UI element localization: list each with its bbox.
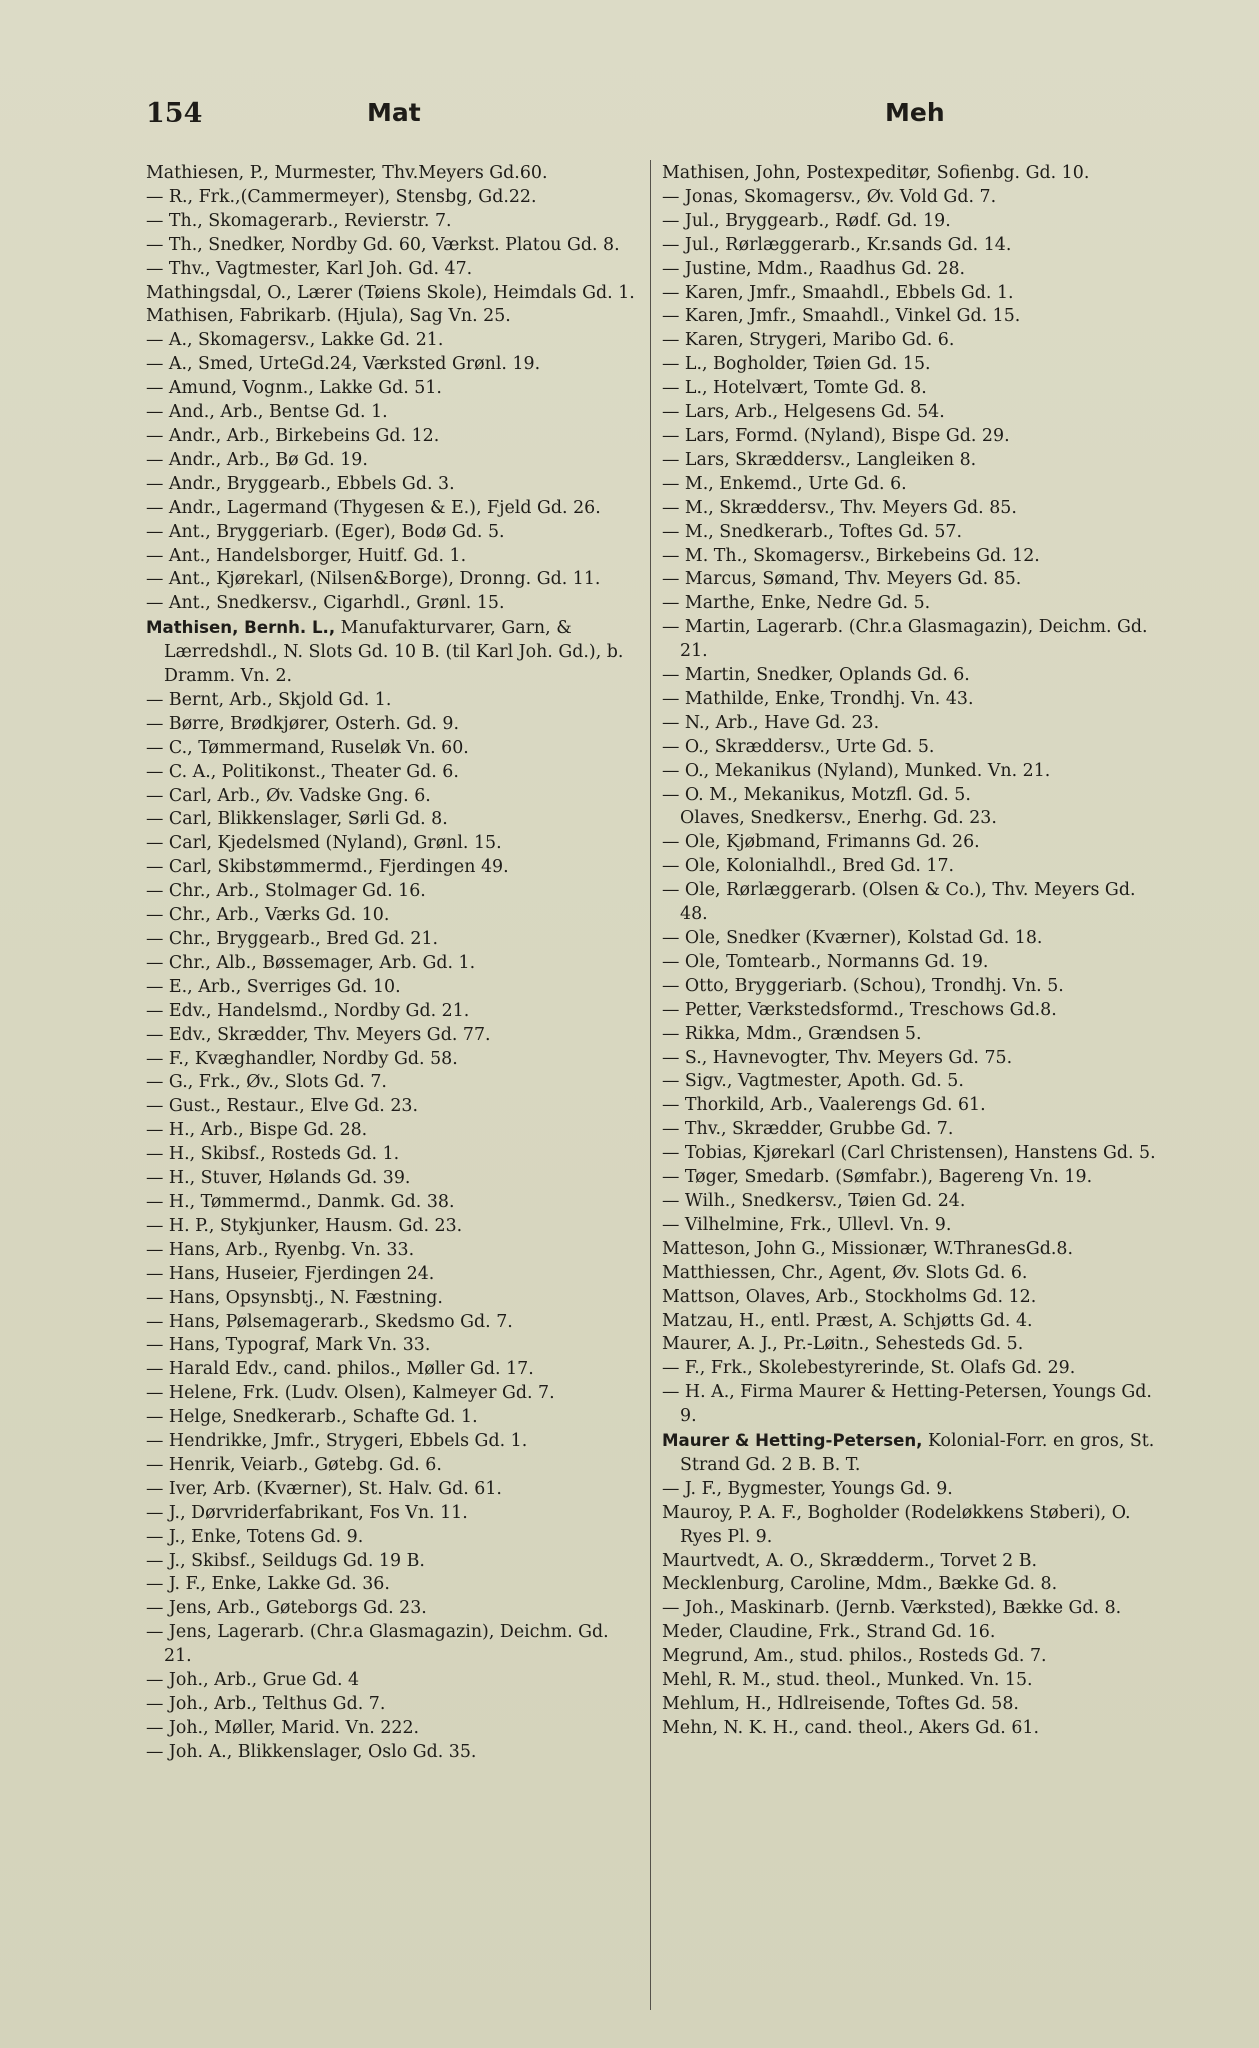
directory-entry: — Jonas, Skomagersv., Øv. Vold Gd. 7. (662, 186, 997, 207)
directory-entry: — Hans, Arb., Ryenbg. Vn. 33. (146, 1239, 415, 1260)
directory-entry: — Joh., Maskinarb. (Jernb. Værksted), Bække Gd. 8. (662, 1598, 1122, 1619)
directory-entry: — Otto, Bryggeriarb. (Schou), Trondhj. Vn. 5. (662, 975, 1064, 996)
directory-entry: — Carl, Skibstømmermd., Fjerdingen 49. (146, 857, 509, 878)
page-number: 154 (146, 98, 203, 129)
directory-entry: — H., Stuver, Hølands Gd. 39. (146, 1168, 411, 1189)
directory-entry: — Chr., Alb., Bøssemager, Arb. Gd. 1. (146, 952, 476, 973)
directory-entry: — Ole, Kolonialhdl., Bred Gd. 17. (662, 856, 955, 877)
directory-entry: — Justine, Mdm., Raadhus Gd. 28. (662, 258, 966, 279)
entry-details: Kolonial-Forr. en gros, St. Strand Gd. 2 B. B. T. (680, 1431, 1155, 1475)
directory-entry: — Thv., Vagtmester, Karl Joh. Gd. 47. (146, 258, 473, 279)
directory-entry: — Joh., Arb., Grue Gd. 4 (146, 1670, 360, 1691)
directory-entry: Matthiessen, Chr., Agent, Øv. Slots Gd. 6. (662, 1262, 1028, 1283)
directory-entry: — Chr., Arb., Værks Gd. 10. (146, 905, 390, 926)
firm-name: Maurer & Hetting-Petersen, (662, 1431, 923, 1451)
directory-entry: — Karen, Strygeri, Maribo Gd. 6. (662, 330, 955, 351)
directory-entry: — H., Arb., Bispe Gd. 28. (146, 1120, 368, 1141)
directory-entry: — C., Tømmermand, Ruseløk Vn. 60. (146, 737, 469, 758)
directory-entry: — Thv., Skrædder, Grubbe Gd. 7. (662, 1119, 954, 1140)
column-divider (650, 160, 651, 2010)
directory-entry: — H., Skibsf., Rosteds Gd. 1. (146, 1144, 400, 1165)
directory-entry: — Th., Skomagerarb., Revierstr. 7. (146, 210, 452, 231)
directory-entry: — Henrik, Veiarb., Gøtebg. Gd. 6. (146, 1454, 442, 1475)
directory-entry: — Edv., Handelsmd., Nordby Gd. 21. (146, 1000, 470, 1021)
directory-entry: — Chr., Arb., Stolmager Gd. 16. (146, 881, 426, 902)
directory-entry: — Ant., Bryggeriarb. (Eger), Bodø Gd. 5. (146, 521, 505, 542)
directory-entry: Mehl, R. M., stud. theol., Munked. Vn. 15. (662, 1670, 1033, 1691)
directory-entry (662, 1429, 1164, 1478)
directory-entry: — Andr., Arb., Bø Gd. 19. (146, 449, 368, 470)
directory-entry: — H., Tømmermd., Danmk. Gd. 38. (146, 1191, 455, 1212)
directory-entry: — L., Bogholder, Tøien Gd. 15. (662, 354, 931, 375)
directory-entry: — Lars, Formd. (Nyland), Bispe Gd. 29. (662, 425, 1010, 446)
directory-entry: — Karen, Jmfr., Smaahdl., Ebbels Gd. 1. (662, 282, 1014, 303)
entry-details: Manufakturvarer, Garn, & Lærredshdl., N. Slots Gd. 10 B. (til Karl Joh. Gd.), b. Dramm. Vn. 2. (164, 618, 624, 687)
directory-entry: Matteson, John G., Missionær, W.ThranesGd.8. (662, 1238, 1073, 1259)
directory-entry: — J., Enke, Totens Gd. 9. (146, 1526, 364, 1547)
directory-entry: — S., Havnevogter, Thv. Meyers Gd. 75. (662, 1047, 1013, 1068)
directory-entry: — And., Arb., Bentse Gd. 1. (146, 402, 388, 423)
directory-entry: — Ant., Handelsborger, Huitf. Gd. 1. (146, 545, 467, 566)
directory-entry: — O., Mekanikus (Nyland), Munked. Vn. 21. (662, 760, 1051, 781)
right-running-head: Meh (885, 98, 945, 127)
directory-entry: Mauroy, P. A. F., Bogholder (Rodeløkkens Støberi), O. Ryes Pl. 9. (662, 1502, 1131, 1547)
directory-entry: Mathiesen, P., Murmester, Thv.Meyers Gd.60. (146, 163, 548, 183)
directory-entry: — Helge, Snedkerarb., Schafte Gd. 1. (146, 1407, 478, 1428)
directory-entry: Mathisen, Fabrikarb. (Hjula), Sag Vn. 25. (146, 306, 511, 327)
directory-entry: — Ant., Snedkersv., Cigarhdl., Grønl. 15. (146, 593, 505, 614)
directory-entry: — Edv., Skrædder, Thv. Meyers Gd. 77. (146, 1024, 491, 1045)
directory-entry: — G., Frk., Øv., Slots Gd. 7. (146, 1072, 387, 1093)
directory-entry: — A., Smed, UrteGd.24, Værksted Grønl. 19. (146, 354, 541, 375)
directory-entry: — Helene, Frk. (Ludv. Olsen), Kalmeyer Gd. 7. (146, 1383, 555, 1404)
directory-entry: — E., Arb., Sverriges Gd. 10. (146, 976, 401, 997)
left-running-head: Mat (367, 98, 421, 127)
directory-entry: — M. Th., Skomagersv., Birkebeins Gd. 12. (662, 545, 1040, 566)
directory-entry: — Vilhelmine, Frk., Ullevl. Vn. 9. (662, 1214, 952, 1235)
directory-entry: — Harald Edv., cand. philos., Møller Gd. 17. (146, 1359, 534, 1380)
directory-entry: Maurer, A. J., Pr.-Løitn., Sehesteds Gd. 5. (662, 1334, 1024, 1355)
directory-entry: — Joh., Arb., Telthus Gd. 7. (146, 1694, 386, 1714)
directory-entry: — Lars, Skræddersv., Langleiken 8. (662, 449, 977, 470)
directory-entry: — H. A., Firma Maurer & Hetting-Petersen, Youngs Gd. 9. (662, 1382, 1152, 1427)
directory-entry: — Joh. A., Blikkenslager, Oslo Gd. 35. (146, 1741, 477, 1762)
directory-entry: — Bernt, Arb., Skjold Gd. 1. (146, 689, 392, 710)
directory-entry: — O. M., Mekanikus, Motzfl. Gd. 5. (662, 784, 971, 805)
directory-entry: — Jul., Rørlæggerarb., Kr.sands Gd. 14. (662, 234, 1012, 255)
directory-entry: — A., Skomagersv., Lakke Gd. 21. (146, 330, 444, 351)
directory-entry: — Ole, Tomtearb., Normanns Gd. 19. (662, 951, 989, 972)
directory-entry: — Børre, Brødkjører, Osterh. Gd. 9. (146, 713, 460, 734)
directory-entry: Mattson, Olaves, Arb., Stockholms Gd. 12. (662, 1286, 1037, 1307)
directory-entry: Mehn, N. K. H., cand. theol., Akers Gd. 61. (662, 1717, 1039, 1738)
directory-entry: — Tobias, Kjørekarl (Carl Christensen), Hanstens Gd. 5. (662, 1143, 1156, 1164)
directory-entry: — Andr., Lagermand (Thygesen & E.), Fjeld Gd. 26. (146, 497, 601, 518)
directory-entry: — Hans, Huseier, Fjerdingen 24. (146, 1263, 435, 1284)
firm-name: Mathisen, Bernh. L., (146, 618, 336, 638)
directory-entry: — Petter, Værkstedsformd., Treschows Gd.8. (662, 999, 1057, 1020)
directory-entry: — Lars, Arb., Helgesens Gd. 54. (662, 402, 945, 423)
directory-entry: — Andr., Bryggearb., Ebbels Gd. 3. (146, 473, 455, 494)
directory-entry: — Ole, Rørlæggerarb. (Olsen & Co.), Thv. Meyers Gd. 48. (662, 880, 1136, 925)
directory-entry: — O., Skræddersv., Urte Gd. 5. (662, 736, 935, 757)
directory-entry: — L., Hotelvært, Tomte Gd. 8. (662, 378, 927, 399)
directory-entry: — R., Frk.,(Cammermeyer), Stensbg, Gd.22. (146, 186, 537, 207)
directory-entry: — Thorkild, Arb., Vaalerengs Gd. 61. (662, 1095, 986, 1116)
directory-entry: — Hans, Opsynsbtj., N. Fæstning. (146, 1287, 443, 1308)
directory-entry: — F., Frk., Skolebestyrerinde, St. Olafs Gd. 29. (662, 1358, 1076, 1379)
directory-entry: — Martin, Snedker, Oplands Gd. 6. (662, 665, 970, 686)
directory-entry: — Th., Snedker, Nordby Gd. 60, Værkst. Platou Gd. 8. (146, 234, 620, 255)
directory-entry: — F., Kvæghandler, Nordby Gd. 58. (146, 1048, 458, 1069)
directory-entry: — Martin, Lagerarb. (Chr.a Glasmagazin), Deichm. Gd. 21. (662, 617, 1148, 662)
directory-entry: Mehlum, H., Hdlreisende, Toftes Gd. 58. (662, 1694, 1019, 1714)
directory-entry: — Carl, Arb., Øv. Vadske Gng. 6. (146, 785, 431, 806)
directory-entry: — Carl, Kjedelsmed (Nyland), Grønl. 15. (146, 833, 502, 854)
directory-entry: — J., Dørvriderfabrikant, Fos Vn. 11. (146, 1502, 468, 1523)
directory-entry: — M., Skræddersv., Thv. Meyers Gd. 85. (662, 497, 1017, 518)
directory-entry: — Amund, Vognm., Lakke Gd. 51. (146, 378, 442, 399)
directory-entry: — Hans, Pølsemagerarb., Skedsmo Gd. 7. (146, 1311, 513, 1332)
directory-entry: — Karen, Jmfr., Smaahdl., Vinkel Gd. 15. (662, 306, 1021, 327)
directory-entry: Mathisen, John, Postexpeditør, Sofienbg. Gd. 10. (662, 163, 1090, 183)
directory-entry: — Ole, Snedker (Kværner), Kolstad Gd. 18. (662, 928, 1043, 948)
directory-entry: — N., Arb., Have Gd. 23. (662, 712, 880, 733)
directory-entry: — Carl, Blikkenslager, Sørli Gd. 8. (146, 809, 448, 830)
directory-entry: — Marthe, Enke, Nedre Gd. 5. (662, 593, 931, 614)
directory-entry: — Joh., Møller, Marid. Vn. 222. (146, 1717, 420, 1738)
directory-entry: — Tøger, Smedarb. (Sømfabr.), Bagereng Vn. 19. (662, 1167, 1093, 1188)
directory-entry: Matzau, H., entl. Præst, A. Schjøtts Gd. 4. (662, 1310, 1033, 1331)
directory-entry: — J. F., Enke, Lakke Gd. 36. (146, 1574, 390, 1595)
directory-entry: — Gust., Restaur., Elve Gd. 23. (146, 1096, 418, 1117)
directory-entry: Megrund, Am., stud. philos., Rosteds Gd. 7. (662, 1646, 1047, 1667)
directory-entry: — C. A., Politikonst., Theater Gd. 6. (146, 761, 459, 782)
directory-entry: — Iver, Arb. (Kværner), St. Halv. Gd. 61. (146, 1478, 502, 1499)
directory-entry: — Hans, Typograf, Mark Vn. 33. (146, 1335, 431, 1356)
directory-entry: Mathingsdal, O., Lærer (Tøiens Skole), Heimdals Gd. 1. (146, 282, 635, 303)
directory-entry: — Mathilde, Enke, Trondhj. Vn. 43. (662, 688, 974, 709)
directory-entry (146, 616, 640, 689)
left-column (146, 162, 640, 1765)
directory-entry: — Jul., Bryggearb., Rødf. Gd. 19. (662, 210, 951, 231)
directory-entry: — Sigv., Vagtmester, Apoth. Gd. 5. (662, 1071, 964, 1092)
directory-entry: — Wilh., Snedkersv., Tøien Gd. 24. (662, 1190, 966, 1211)
directory-entry: — H. P., Stykjunker, Hausm. Gd. 23. (146, 1215, 463, 1236)
directory-entry: — J., Skibsf., Seildugs Gd. 19 B. (146, 1550, 425, 1571)
directory-entry: — Ole, Kjøbmand, Frimanns Gd. 26. (662, 832, 980, 853)
directory-entry: — Jens, Arb., Gøteborgs Gd. 23. (146, 1598, 427, 1619)
right-column (662, 162, 1164, 1741)
directory-entry: Maurtvedt, A. O., Skrædderm., Torvet 2 B. (662, 1550, 1038, 1571)
directory-entry: Mecklenburg, Caroline, Mdm., Bække Gd. 8. (662, 1574, 1058, 1595)
directory-entry: — M., Enkemd., Urte Gd. 6. (662, 473, 907, 494)
directory-entry: — Marcus, Sømand, Thv. Meyers Gd. 85. (662, 569, 1022, 590)
directory-entry: — Rikka, Mdm., Grændsen 5. (662, 1023, 922, 1044)
page-header (0, 92, 1259, 132)
directory-entry: Meder, Claudine, Frk., Strand Gd. 16. (662, 1622, 996, 1643)
directory-entry: Olaves, Snedkersv., Enerhg. Gd. 23. (680, 808, 997, 829)
directory-entry: — Hendrikke, Jmfr., Strygeri, Ebbels Gd. 1. (146, 1431, 528, 1452)
directory-entry: — Andr., Arb., Birkebeins Gd. 12. (146, 425, 440, 446)
directory-entry: — Chr., Bryggearb., Bred Gd. 21. (146, 929, 439, 949)
directory-entry: — M., Snedkerarb., Toftes Gd. 57. (662, 521, 963, 542)
directory-entry: — Ant., Kjørekarl, (Nilsen&Borge), Dronng. Gd. 11. (146, 569, 601, 590)
directory-entry: — J. F., Bygmester, Youngs Gd. 9. (662, 1478, 953, 1499)
directory-entry: — Jens, Lagerarb. (Chr.a Glasmagazin), Deichm. Gd. 21. (146, 1622, 609, 1667)
